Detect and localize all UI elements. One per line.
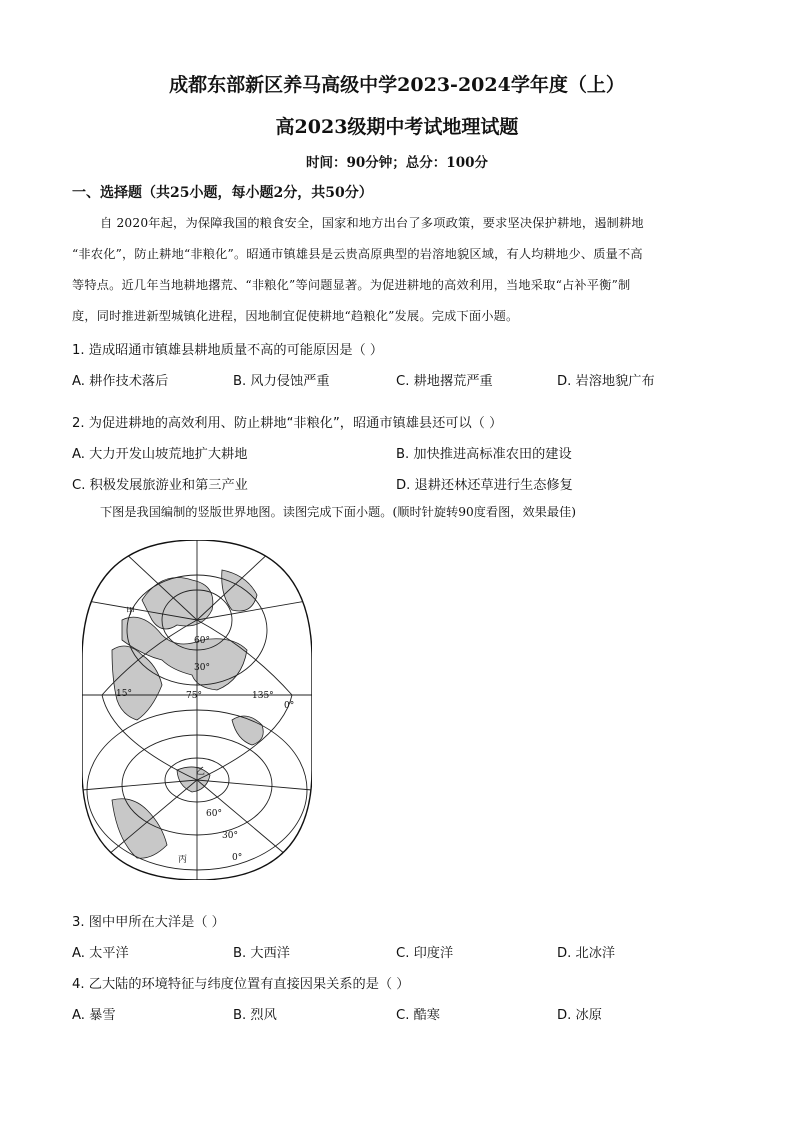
meridian [197, 780, 292, 860]
question-1-option-a[interactable]: A. 耕作技术落后 [72, 374, 169, 389]
question-2-option-d[interactable]: D. 退耕还林还草进行生态修复 [396, 478, 573, 493]
question-3-option-a[interactable]: A. 太平洋 [72, 946, 129, 961]
question-2-option-a[interactable]: A. 大力开发山坡荒地扩大耕地 [72, 447, 248, 462]
map-intro-text: 下图是我国编制的竖版世界地图。读图完成下面小题。(顺时针旋转90度看图，效果最佳) [100, 505, 576, 519]
label-eq: 0° [284, 701, 295, 711]
exam-time-info: 时间：90分钟；总分：100分 [306, 155, 488, 171]
meridian [82, 780, 197, 790]
question-1-option-c[interactable]: C. 耕地撂荒严重 [396, 374, 493, 389]
question-4-option-d[interactable]: D. 冰原 [557, 1008, 602, 1023]
question-4-stem: 4. 乙大陆的环境特征与纬度位置有直接因果关系的是（ ） [72, 977, 410, 992]
world-map-vertical [82, 540, 312, 880]
question-2-option-c[interactable]: C. 积极发展旅游业和第三产业 [72, 478, 248, 493]
meridian [197, 600, 312, 620]
label-jia: 甲 [126, 607, 136, 617]
label-lat30n: 30° [194, 663, 210, 673]
passage-line: 度，同时推进新型城镇化进程，因地制宜促使耕地“趋粮化”发展。完成下面小题。 [72, 309, 519, 323]
question-3-stem: 3. 图中甲所在大洋是（ ） [72, 915, 225, 930]
section-heading-choice: 一、选择题（共25小题，每小题2分，共50分） [72, 185, 373, 201]
question-2-stem: 2. 为促进耕地的高效利用、防止耕地“非粮化”，昭通市镇雄县还可以（ ） [72, 416, 503, 431]
question-2-option-b[interactable]: B. 加快推进高标准农田的建设 [396, 447, 572, 462]
question-4-option-c[interactable]: C. 酷寒 [396, 1008, 440, 1023]
meridian [197, 780, 312, 790]
label-bing: 丙 [178, 855, 188, 865]
passage-line: 等特点。近几年当地耕地撂荒、“非粮化”等问题显著。为促进耕地的高效利用，当地采取“占补平衡”制 [72, 278, 631, 292]
label-lat60n: 60° [194, 636, 210, 646]
passage-1 [72, 208, 724, 332]
passage-line: “非农化”，防止耕地“非粮化”。昭通市镇雄县是云贵高原典型的岩溶地貌区域，有人均耕地少、质量不高 [72, 247, 643, 261]
label-yi: 乙 [196, 767, 206, 777]
label-lon15: 15° [116, 689, 132, 699]
question-4-option-a[interactable]: A. 暴雪 [72, 1008, 116, 1023]
question-1-option-b[interactable]: B. 风力侵蚀严重 [233, 374, 330, 389]
question-1-option-d[interactable]: D. 岩溶地貌广布 [557, 374, 655, 389]
exam-title-line1: 成都东部新区养马高级中学2023-2024学年度（上） [169, 74, 625, 96]
question-4-option-b[interactable]: B. 烈风 [233, 1008, 277, 1023]
label-lon75: 75° [186, 691, 202, 701]
label-eq2: 0° [232, 853, 243, 863]
exam-title-line2: 高2023级期中考试地理试题 [275, 116, 519, 138]
question-1-stem: 1. 造成昭通市镇雄县耕地质量不高的可能原因是（ ） [72, 343, 384, 358]
label-lon135: 135° [252, 691, 274, 701]
label-lat30s: 30° [222, 831, 238, 841]
question-3-option-d[interactable]: D. 北冰洋 [557, 946, 616, 961]
label-lat60s: 60° [206, 809, 222, 819]
question-3-option-b[interactable]: B. 大西洋 [233, 946, 290, 961]
passage-line: 自 2020年起，为保障我国的粮食安全，国家和地方出台了多项政策，要求坚决保护耕地，遏制耕地 [100, 216, 644, 230]
question-3-option-c[interactable]: C. 印度洋 [396, 946, 454, 961]
